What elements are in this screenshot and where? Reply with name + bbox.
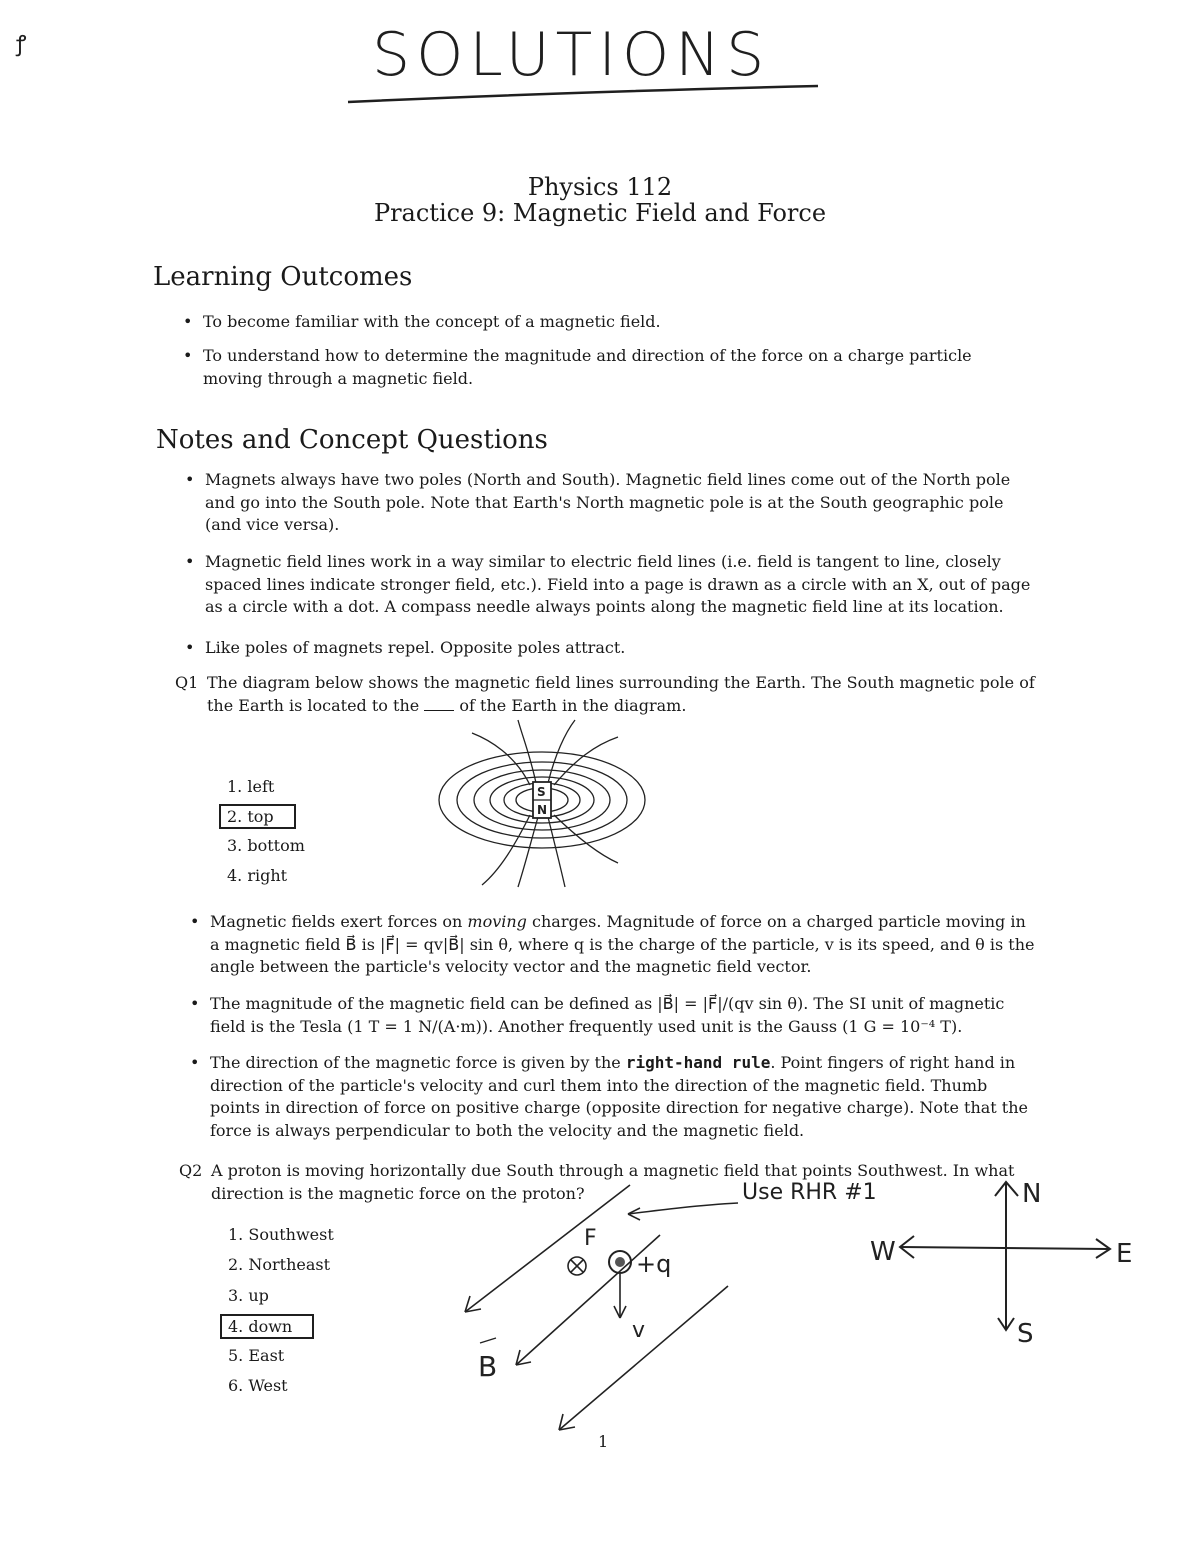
force-label: F — [584, 1226, 597, 1251]
velocity-label: v — [632, 1318, 646, 1343]
outcome-item: • To understand how to determine the magnitude and direction of the force on a charge particle moving through a magnetic field. — [203, 345, 1033, 390]
right-hand-rule-bullet: • The direction of the magnetic force is given by the right-hand rule. Point fingers of right hand in direction of the particle's velocity and curl them into the direction of the magnetic field. Thumb points in direction of force on positive charge (opposite direction for negative charge). Note that the force is always perpendicular to both the velocity and the magnetic field. — [210, 1052, 1036, 1142]
q1-option[interactable]: 1. left — [227, 777, 275, 796]
practice-title: Practice 9: Magnetic Field and Force — [373, 199, 827, 227]
q1-option-selected[interactable]: 2. top — [219, 804, 296, 829]
question-text: The diagram below shows the magnetic field lines surrounding the Earth. The South magnetic pole of the Earth is located to the — [207, 673, 1035, 715]
field-label: B — [478, 1350, 498, 1383]
q2-option-selected[interactable]: 4. down — [220, 1314, 314, 1339]
note-bullet: • Magnets always have two poles (North and South). Magnetic field lines come out of the North pole and go into the South pole. Note that Earth's North magnetic pole is at the South geographic pole (and vice versa). — [205, 469, 1033, 537]
q2-option[interactable]: 5. East — [228, 1346, 285, 1365]
q2-option[interactable]: 2. Northeast — [228, 1255, 331, 1274]
q2-option[interactable]: 6. West — [228, 1376, 288, 1395]
hint-annotation: Use RHR #1 — [742, 1180, 877, 1205]
q1-option[interactable]: 4. right — [227, 866, 288, 885]
compass-south: S — [1017, 1319, 1034, 1349]
charge-label: +q — [636, 1250, 672, 1278]
note-bullet: • Magnetic field lines work in a way similar to electric field lines (i.e. field is tangent to line, closely spaced lines indicate stronger field, etc.). Field into a page is drawn as a circle with an X, out of page as a circle with a dot. A compass needle always points along the magnetic field line at its location. — [205, 551, 1033, 619]
question-label: Q2 — [179, 1161, 203, 1180]
margin-mark: ꝭ — [16, 32, 27, 57]
field-unit-bullet: • The magnitude of the magnetic field can be defined as |B⃗| = |F⃗|/(qv sin θ). The SI unit of magnetic field is the Tesla (1 T = 1 N/(A·m)). Another frequently used unit is the Gauss (1 G = 10⁻⁴ T). — [210, 993, 1036, 1038]
page-number: 1 — [598, 1432, 609, 1451]
handwritten-title: SOLUTIONS — [372, 20, 771, 90]
course-title: Physics 112 — [527, 173, 673, 201]
question-label: Q1 — [175, 673, 199, 692]
q2-option[interactable]: 3. up — [228, 1286, 269, 1305]
pole-label-n: N — [537, 803, 548, 817]
question-text: A proton is moving horizontally due South through a magnetic field that points Southwest. In what direction is the magnetic force on the proton? — [211, 1161, 1015, 1203]
q2-option[interactable]: 1. Southwest — [228, 1225, 334, 1244]
note-bullet: • Like poles of magnets repel. Opposite poles attract. — [205, 637, 1033, 660]
compass-west: W — [870, 1237, 896, 1267]
notes-heading: Notes and Concept Questions — [156, 425, 548, 455]
q1-option[interactable]: 3. bottom — [227, 836, 305, 855]
learning-outcomes-heading: Learning Outcomes — [153, 262, 413, 292]
compass-east: E — [1116, 1239, 1133, 1269]
force-magnitude-bullet: • Magnetic fields exert forces on moving charges. Magnitude of force on a charged particle moving in a magnetic field B⃗ is |F⃗| = qv|B⃗| sin θ, where q is the charge of the particle, v is its speed, and θ is the angle between the particle's velocity vector and the magnetic field vector. — [210, 911, 1036, 979]
outcome-item: • To become familiar with the concept of a magnetic field. — [203, 311, 1033, 334]
pole-label-s: S — [537, 785, 546, 799]
question-text-end: of the Earth in the diagram. — [459, 695, 687, 715]
compass-north: N — [1022, 1179, 1042, 1209]
